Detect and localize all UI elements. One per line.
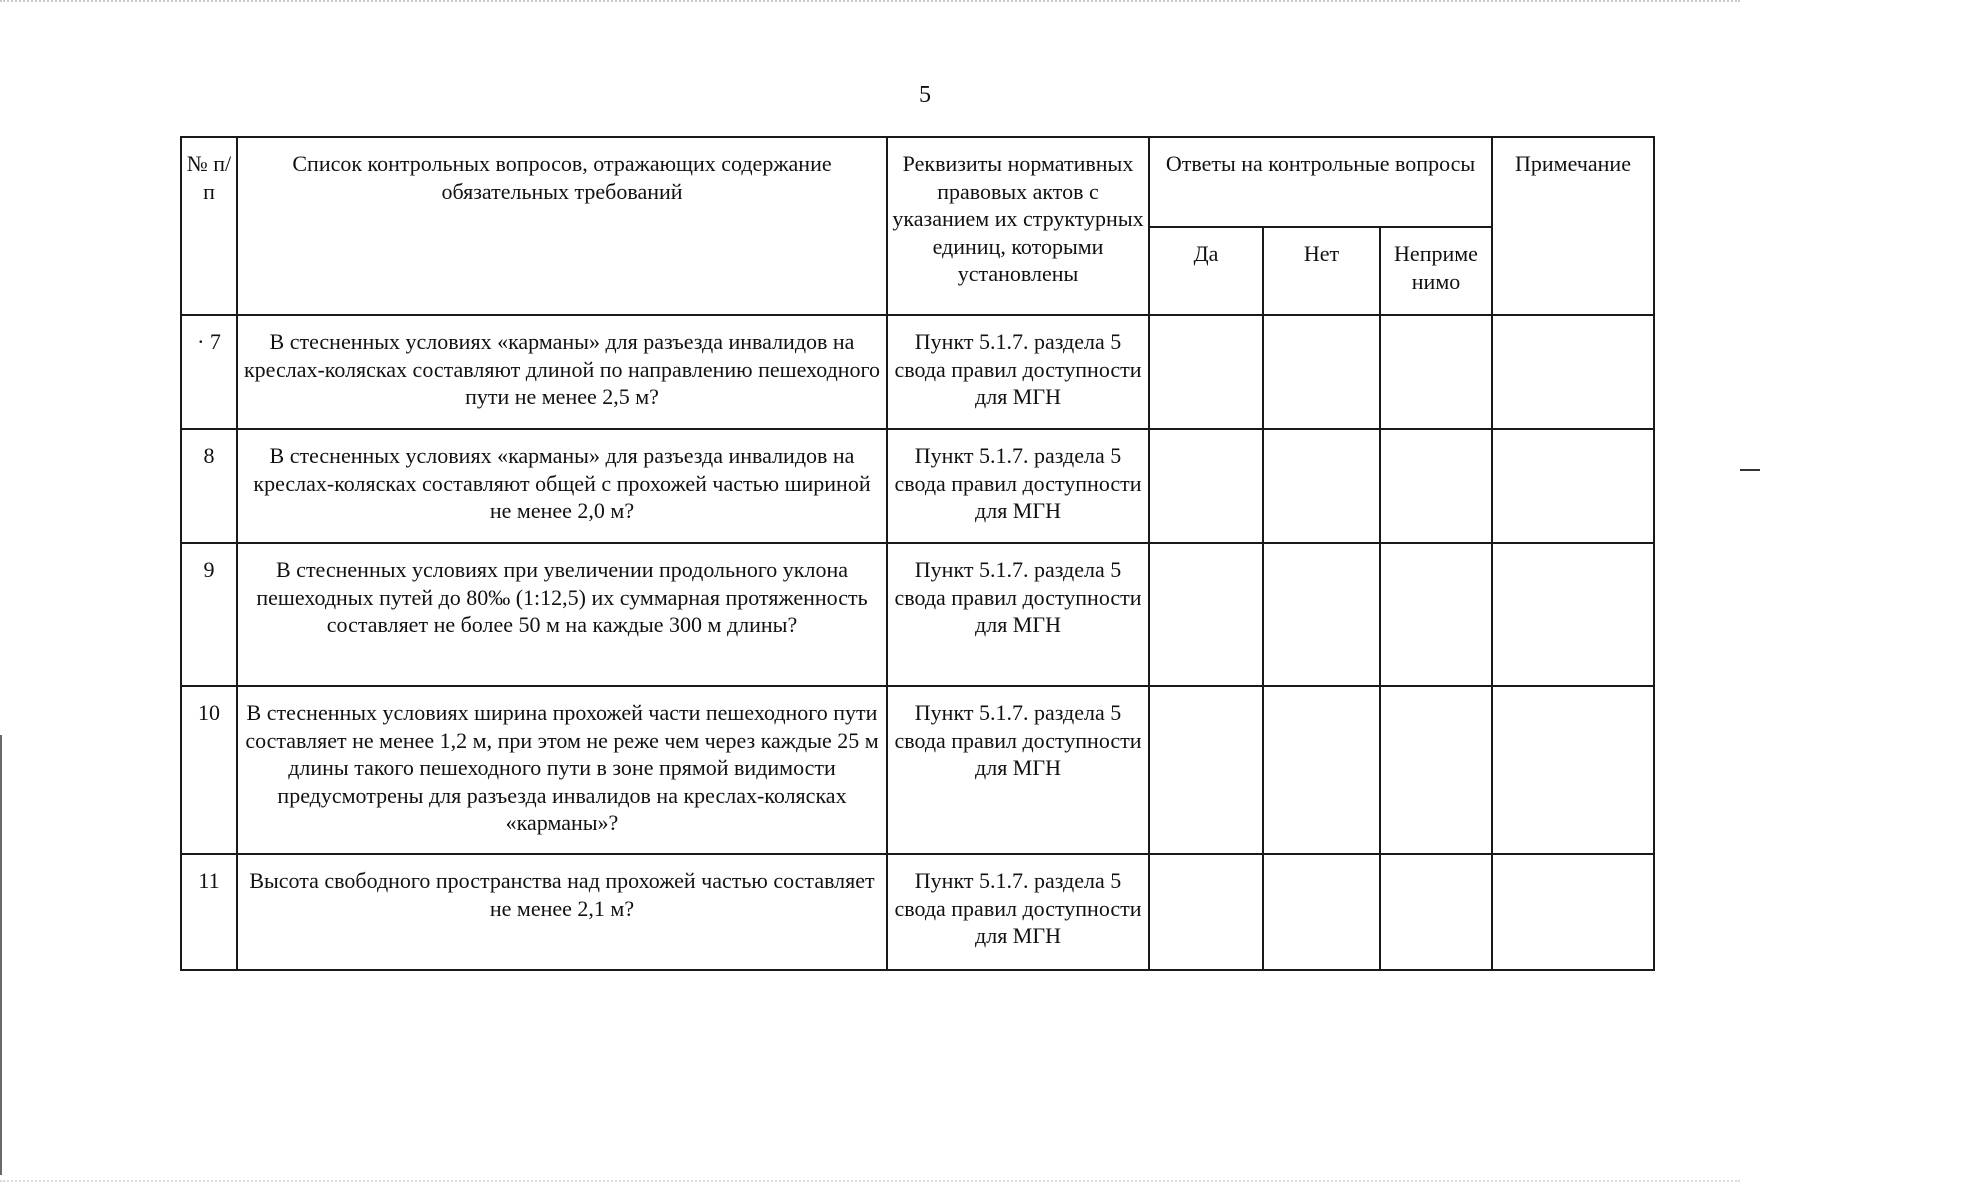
row-question: В стесненных условиях «карманы» для разъезда инвалидов на креслах-колясках составляют длиной по направлению пешеходного пути не менее 2,5 м? [237, 315, 887, 429]
table-row [181, 854, 1654, 970]
header-answers: Ответы на контрольные вопросы [1149, 137, 1492, 227]
answer-no-cell[interactable] [1263, 543, 1380, 686]
scan-edge-left [0, 735, 2, 1175]
answer-yes-cell[interactable] [1149, 543, 1263, 686]
answer-not-applicable-cell[interactable] [1380, 429, 1492, 543]
header-not-applicable: Неприме нимо [1380, 227, 1492, 315]
row-question: В стесненных условиях ширина прохожей части пешеходного пути составляет не менее 1,2 м, при этом не реже чем через каждые 25 м длины такого пешеходного пути в зоне прямой видимости предусмотрены для разъезда инвалидов на креслах-колясках «карманы»? [237, 686, 887, 854]
row-requisite: Пункт 5.1.7. раздела 5 свода правил доступности для МГН [887, 315, 1149, 429]
row-number: 10 [181, 686, 237, 854]
note-cell[interactable] [1492, 315, 1654, 429]
row-number: 9 [181, 543, 237, 686]
answer-not-applicable-cell[interactable] [1380, 543, 1492, 686]
scan-edge-top [0, 0, 1740, 8]
answer-not-applicable-cell[interactable] [1380, 315, 1492, 429]
header-number: № п/п [181, 137, 237, 315]
header-no: Нет [1263, 227, 1380, 315]
header-questions: Список контрольных вопросов, отражающих содержание обязательных требований [237, 137, 887, 315]
table-row [181, 543, 1654, 686]
answer-yes-cell[interactable] [1149, 315, 1263, 429]
row-number: 11 [181, 854, 237, 970]
row-question: В стесненных условиях при увеличении продольного уклона пешеходных путей до 80‰ (1:12,5) их суммарная протяженность составляет не более 50 м на каждые 300 м длины? [237, 543, 887, 686]
scan-edge-bottom [0, 1180, 1740, 1186]
header-requisites [887, 137, 1149, 315]
page-number: 5 [919, 82, 931, 108]
row-requisite: Пункт 5.1.7. раздела 5 свода правил доступности для МГН [887, 543, 1149, 686]
note-cell[interactable] [1492, 543, 1654, 686]
answer-yes-cell[interactable] [1149, 429, 1263, 543]
row-question: В стесненных условиях «карманы» для разъезда инвалидов на креслах-колясках составляют общей с прохожей частью шириной не менее 2,0 м? [237, 429, 887, 543]
header-note: Примечание [1492, 137, 1654, 315]
answer-yes-cell[interactable] [1149, 686, 1263, 854]
answer-no-cell[interactable] [1263, 854, 1380, 970]
answer-yes-cell[interactable] [1149, 854, 1263, 970]
row-number: 8 [181, 429, 237, 543]
header-requisites-text: Реквизиты нормативных правовых актов с указанием их структурных единиц, которыми установлены [892, 151, 1144, 286]
table-header [181, 137, 1654, 315]
answer-no-cell[interactable] [1263, 315, 1380, 429]
row-requisite: Пункт 5.1.7. раздела 5 свода правил доступности для МГН [887, 686, 1149, 854]
header-yes: Да [1149, 227, 1263, 315]
table-row [181, 686, 1654, 854]
row-requisite: Пункт 5.1.7. раздела 5 свода правил доступности для МГН [887, 429, 1149, 543]
note-cell[interactable] [1492, 854, 1654, 970]
row-number: · 7 [181, 315, 237, 429]
answer-not-applicable-cell[interactable] [1380, 686, 1492, 854]
table-body [181, 315, 1654, 970]
margin-dash [1740, 469, 1760, 471]
note-cell[interactable] [1492, 686, 1654, 854]
table-row [181, 315, 1654, 429]
header-row-top [181, 137, 1654, 227]
answer-no-cell[interactable] [1263, 429, 1380, 543]
answer-no-cell[interactable] [1263, 686, 1380, 854]
note-cell[interactable] [1492, 429, 1654, 543]
checklist-table [180, 136, 1655, 971]
row-question: Высота свободного пространства над прохожей частью составляет не менее 2,1 м? [237, 854, 887, 970]
answer-not-applicable-cell[interactable] [1380, 854, 1492, 970]
row-requisite: Пункт 5.1.7. раздела 5 свода правил доступности для МГН [887, 854, 1149, 970]
table-row [181, 429, 1654, 543]
